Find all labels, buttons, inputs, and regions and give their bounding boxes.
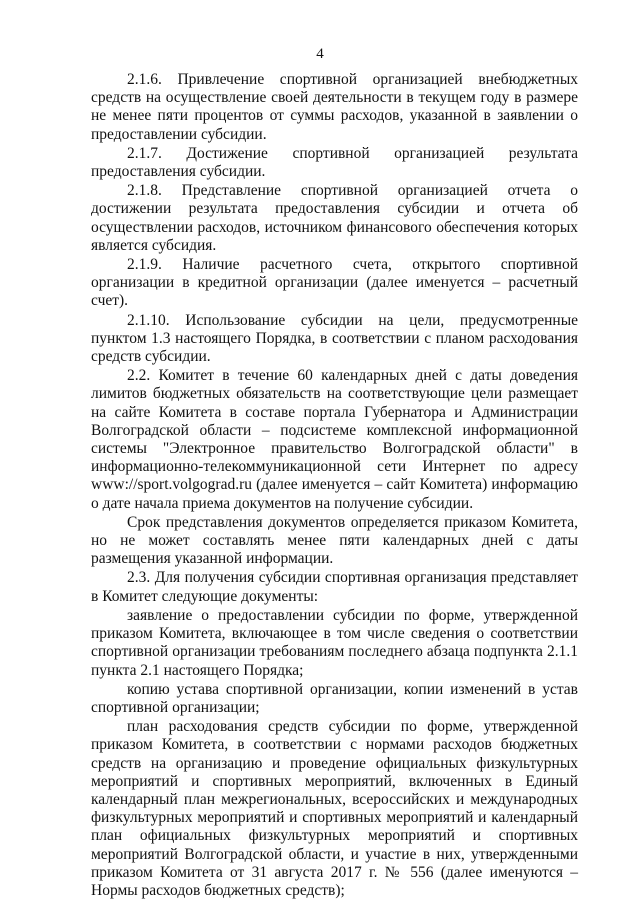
paragraph-spending-plan: план расходования средств субсидии по форме, утвержденной приказом Комитета, в соответствии с нормами расходов бюджетных средств на организацию и проведение официальных физкультурных мероприятий и спортивных мероприятий, включенных в Единый календарный план межрегиональных, всероссийских и международных физкультурных мероприятий и спортивных мероприятий и календарный план официальных физкультурных мероприятий и спортивных мероприятий Волгоградской области, и участие в них, утвержденными приказом Комитета от 31 августа 2017 г. № 556 (далее именуются – Нормы расходов бюджетных средств);: [91, 718, 578, 899]
paragraph-2-1-9: 2.1.9. Наличие расчетного счета, открытого спортивной организации в кредитной организации (далее именуется – расчетный счет).: [91, 256, 578, 310]
paragraph-2-1-8: 2.1.8. Представление спортивной организацией отчета о достижении результата предоставления субсидии и отчета об осуществлении расходов, источником финансового обеспечения которых является субсидия.: [91, 182, 578, 254]
page-number: 4: [316, 46, 324, 62]
paragraph-application: заявление о предоставлении субсидии по форме, утвержденной приказом Комитета, включающее в том числе сведения о соответствии спортивной организации требованиям последнего абзаца подпункта 2.1.1 пункта 2.1 настоящего Порядка;: [91, 606, 578, 679]
paragraph-2-1-10: 2.1.10. Использование субсидии на цели, предусмотренные пунктом 1.3 настоящего Порядка, в соответствии с планом расходования средств субсидии.: [91, 311, 578, 366]
paragraph-2-1-6: 2.1.6. Привлечение спортивной организацией внебюджетных средств на осуществление своей деятельности в текущем году в размере не менее пяти процентов от суммы расходов, указанной в заявлении о предоставлении субсидии.: [91, 71, 578, 143]
paragraph-2-3: 2.3. Для получения субсидии спортивная организация представляет в Комитет следующие документы:: [91, 569, 578, 605]
paragraph-deadline: Срок представления документов определяется приказом Комитета, но не может составлять менее пяти календарных дней с даты размещения указанной информации.: [91, 513, 578, 568]
paragraph-charter-copy: копию устава спортивной организации, копии изменений в устав спортивной организации;: [91, 680, 578, 716]
paragraph-2-2: 2.2. Комитет в течение 60 календарных дней с даты доведения лимитов бюджетных обязательств на соответствующие цели размещает на сайте Комитета в составе портала Губернатора и Администрации Волгоградской области – подсистеме комплексной информационной системы "Электронное правительство Волгоградской области" в информационно-телекоммуникационной сети Интернет по адресу www://sport.volgograd.ru (далее именуется – сайт Комитета) информацию о дате начала приема документов на получение субсидии.: [91, 367, 578, 512]
paragraph-2-1-7: 2.1.7. Достижение спортивной организацией результата предоставления субсидии.: [91, 144, 578, 181]
document-body: [91, 71, 578, 900]
